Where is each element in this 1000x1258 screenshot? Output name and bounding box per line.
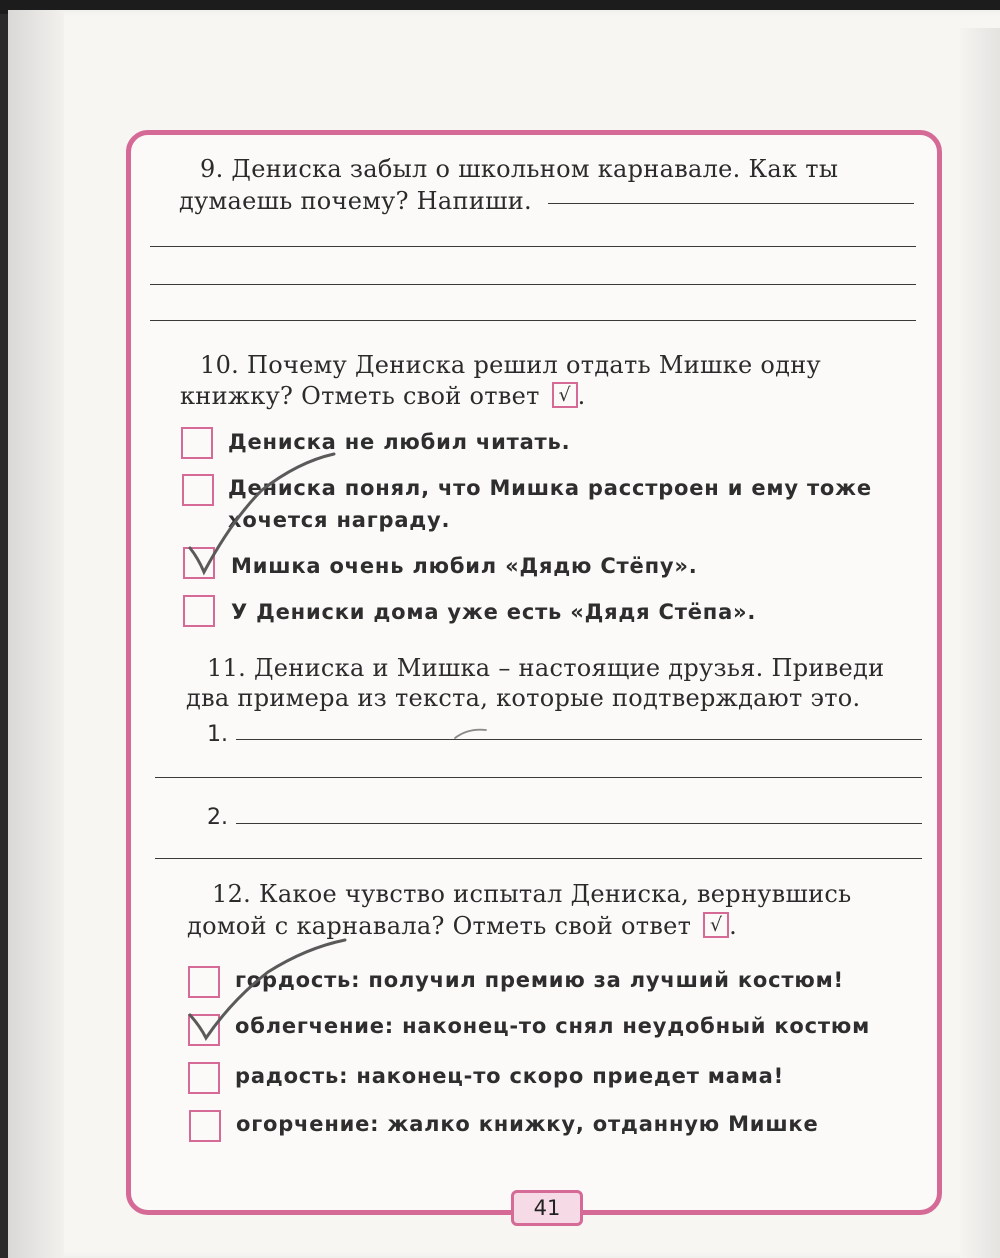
q10-option-2-label-line2: хочется награду.: [228, 508, 451, 532]
q11-answer-line-1[interactable]: [236, 739, 922, 740]
q11-item-2-number: 2.: [207, 805, 228, 830]
q12-option-1-checkbox[interactable]: [188, 966, 220, 998]
q10-option-3-label: Мишка очень любил «Дядю Стёпу».: [231, 554, 698, 578]
q12-text-line2: [187, 910, 737, 942]
q12-option-4-label: огорчение: жалко книжку, отданную Мишке: [236, 1112, 819, 1136]
q12-option-3-label: радость: наконец-то скоро приедет мама!: [235, 1064, 785, 1088]
check-mark-icon: √: [703, 912, 729, 938]
page-edge: [960, 28, 1000, 1258]
q11-answer-line-4[interactable]: [155, 858, 922, 859]
page-number: 41: [511, 1190, 583, 1226]
q10-option-1-checkbox[interactable]: [181, 427, 213, 459]
q11-item-1-number: 1.: [207, 722, 228, 747]
check-mark-icon: √: [552, 382, 578, 408]
q10-option-2-label-line1: Дениска понял, что Мишка расстроен и ему тоже: [228, 476, 872, 500]
q12-option-2-checkbox[interactable]: [188, 1014, 220, 1046]
q9-answer-line-1[interactable]: [548, 203, 914, 204]
q12-option-1-label: гордость: получил премию за лучший костюм!: [235, 968, 844, 992]
q9-answer-line-3[interactable]: [150, 284, 916, 285]
q11-answer-line-3[interactable]: [236, 823, 922, 824]
q9-text-line2: думаешь почему? Напиши.: [179, 187, 532, 215]
q12-text-line1: 12. Какое чувство испытал Дениска, вернувшись: [212, 880, 852, 908]
q12-text-line2-end: .: [729, 912, 738, 940]
q10-option-3-checkbox[interactable]: [183, 547, 215, 579]
q12-option-3-checkbox[interactable]: [188, 1062, 220, 1094]
q9-text-line1: 9. Дениска забыл о школьном карнавале. Как ты: [200, 155, 839, 183]
q11-answer-line-2[interactable]: [155, 777, 922, 778]
q10-option-2-checkbox[interactable]: [182, 474, 214, 506]
q10-option-4-checkbox[interactable]: [183, 595, 215, 627]
q12-option-2-label: облегчение: наконец-то снял неудобный костюм: [235, 1014, 871, 1038]
q10-option-4-label: У Дениски дома уже есть «Дядя Стёпа».: [231, 600, 757, 624]
q10-text-line2-label: книжку? Отметь свой ответ: [180, 382, 540, 410]
q9-answer-line-2[interactable]: [150, 246, 916, 247]
page-gutter-shadow: [8, 10, 64, 1258]
q10-text-line2: [180, 380, 586, 412]
q9-answer-line-4[interactable]: [150, 320, 916, 321]
q11-text-line2: два примера из текста, которые подтверждают это.: [186, 684, 861, 712]
q10-text-line2-end: .: [577, 382, 586, 410]
q11-text-line1: 11. Дениска и Мишка – настоящие друзья. Приведи: [207, 654, 885, 682]
q12-option-4-checkbox[interactable]: [189, 1110, 221, 1142]
q10-option-1-label: Дениска не любил читать.: [228, 430, 571, 454]
q10-text-line1: 10. Почему Дениска решил отдать Мишке одну: [200, 351, 821, 379]
q12-text-line2-label: домой с карнавала? Отметь свой ответ: [187, 912, 692, 940]
